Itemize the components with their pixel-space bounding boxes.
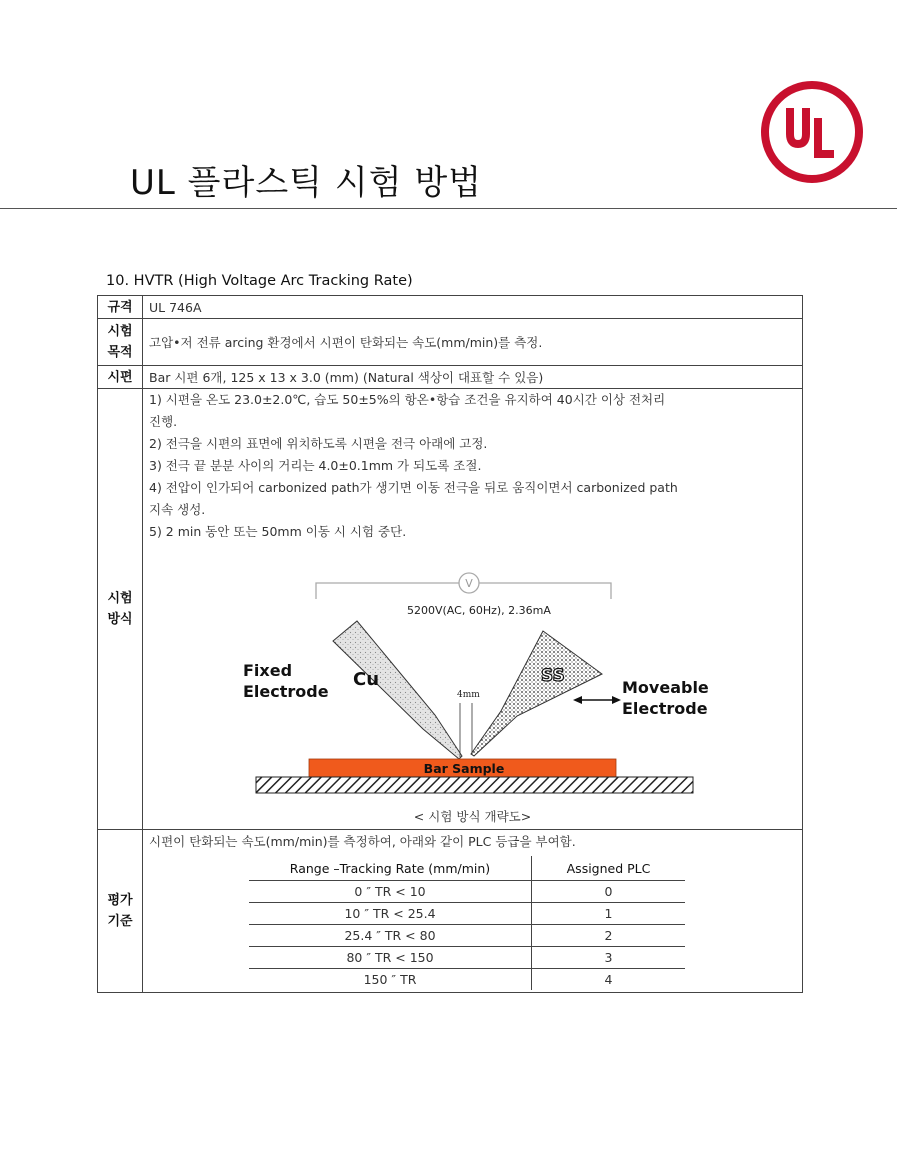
moveable-electrode-ss	[471, 631, 602, 756]
label-method-line2: 방식	[107, 612, 133, 627]
plc-header-row	[249, 856, 685, 881]
gap-label: 4mm	[457, 690, 480, 700]
row-specimen	[98, 366, 803, 389]
method-step: 2) 전극을 시편의 표면에 위치하도록 시편을 전극 아래에 고정.	[149, 436, 488, 451]
test-setup-diagram	[243, 571, 709, 803]
method-step: 4) 전압이 인가되어 carbonized path가 생기면 이동 전극을 뒤로 움직이면서 carbonized path	[149, 480, 678, 495]
plc-range-cell: 25.4 ″ TR < 80	[249, 925, 532, 947]
label-standard: 규격	[98, 296, 143, 319]
fixed-electrode-cu	[333, 621, 462, 759]
plc-table	[249, 856, 685, 990]
plc-range-cell: 0 ″ TR < 10	[249, 881, 532, 903]
value-purpose: 고압•저 전류 arcing 환경에서 시편이 탄화되는 속도(mm/min)를 측정.	[143, 319, 803, 366]
method-step: 진행.	[149, 414, 178, 429]
label-method-line1: 시험	[107, 591, 133, 606]
moveable-label-line1: Moveable	[622, 678, 709, 697]
label-purpose-line2: 목적	[107, 345, 133, 360]
plc-range-cell: 10 ″ TR < 25.4	[249, 903, 532, 925]
method-step: 지속 생성.	[149, 502, 206, 517]
label-criteria	[98, 830, 143, 993]
section-heading: 10. HVTR (High Voltage Arc Tracking Rate)	[106, 273, 413, 289]
method-step: 5) 2 min 동안 또는 50mm 이동 시 시험 중단.	[149, 524, 407, 539]
value-method	[143, 389, 803, 830]
plc-range-cell: 150 ″ TR	[249, 969, 532, 991]
row-purpose	[98, 319, 803, 366]
diagram-caption: < 시험 방식 개략도>	[413, 809, 532, 824]
plc-header-range: Range –Tracking Rate (mm/min)	[249, 856, 532, 881]
value-standard: UL 746A	[143, 296, 803, 319]
label-specimen: 시편	[98, 366, 143, 389]
base-plate	[256, 777, 693, 793]
label-method	[98, 389, 143, 830]
title-divider	[0, 208, 897, 209]
supply-label: 5200V(AC, 60Hz), 2.36mA	[407, 604, 551, 617]
plc-value-cell: 0	[532, 881, 686, 903]
arrow-head-right	[612, 696, 621, 704]
table-row	[249, 925, 685, 947]
test-spec-table	[97, 295, 803, 993]
plc-value-cell: 1	[532, 903, 686, 925]
row-method	[98, 389, 803, 830]
plc-value-cell: 2	[532, 925, 686, 947]
arrow-head-left	[573, 696, 582, 704]
moveable-electrode-label	[622, 678, 714, 718]
cu-label: Cu	[353, 669, 380, 690]
row-standard	[98, 296, 803, 319]
label-purpose	[98, 319, 143, 366]
plc-value-cell: 3	[532, 947, 686, 969]
table-row	[249, 881, 685, 903]
ss-label: SS	[541, 666, 565, 686]
value-specimen: Bar 시편 6개, 125 x 13 x 3.0 (mm) (Natural 색상이 대표할 수 있음)	[143, 366, 803, 389]
table-row	[249, 947, 685, 969]
row-criteria	[98, 830, 803, 993]
method-step: 3) 전극 끝 분분 사이의 거리는 4.0±0.1mm 가 되도록 조절.	[149, 458, 482, 473]
bar-sample-label: Bar Sample	[423, 761, 505, 776]
moveable-label-line2: Electrode	[622, 699, 708, 718]
label-criteria-line2: 기준	[107, 914, 133, 929]
plc-header-plc: Assigned PLC	[532, 856, 686, 881]
plc-value-cell: 4	[604, 972, 613, 987]
plc-range-cell: 80 ″ TR < 150	[249, 947, 532, 969]
label-purpose-line1: 시험	[107, 324, 133, 339]
fixed-label-line2: Electrode	[243, 682, 329, 701]
value-criteria	[143, 830, 803, 993]
page-title: UL 플라스틱 시험 방법	[130, 163, 483, 203]
criteria-intro: 시편이 탄화되는 속도(mm/min)를 측정하여, 아래와 같이 PLC 등급을 부여함.	[149, 834, 576, 849]
fixed-electrode-label	[243, 661, 329, 701]
fixed-label-line1: Fixed	[243, 661, 293, 680]
voltmeter-label: V	[465, 577, 473, 590]
ul-logo	[760, 80, 864, 184]
table-row	[249, 903, 685, 925]
label-criteria-line1: 평가	[107, 893, 133, 908]
table-row	[249, 969, 685, 991]
method-step: 1) 시편을 온도 23.0±2.0℃, 습도 50±5%의 항온•항습 조건을 유지하여 40시간 이상 전처리	[149, 392, 666, 407]
